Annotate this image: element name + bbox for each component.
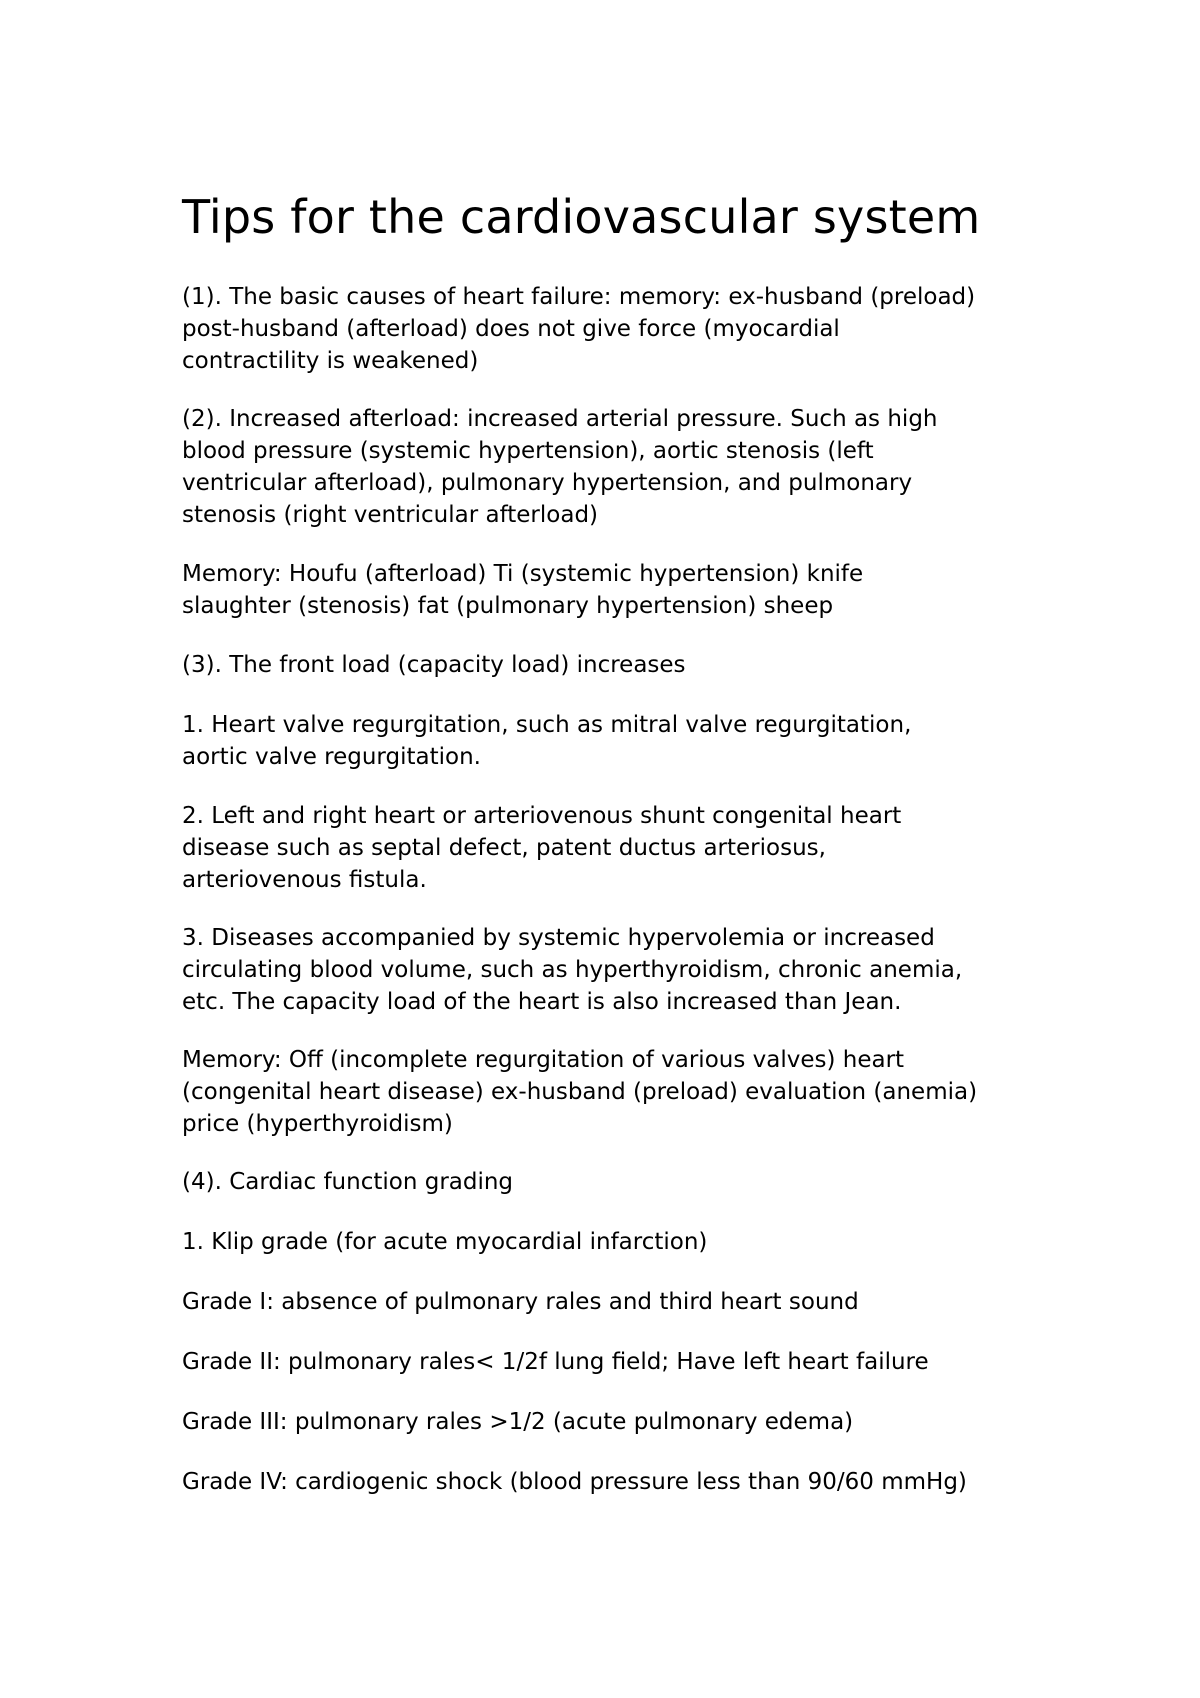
paragraph-klip-grade [182, 1226, 1062, 1258]
text-line: price (hyperthyroidism) [182, 1111, 453, 1137]
text-line: (4). Cardiac function grading [182, 1169, 514, 1195]
text-line: disease such as septal defect, patent ductus arteriosus, [182, 835, 826, 861]
text-line: Grade I: absence of pulmonary rales and third heart sound [182, 1289, 859, 1315]
text-line: contractility is weakened) [182, 348, 479, 374]
text-line: aortic valve regurgitation. [182, 744, 481, 770]
paragraph-heart-failure-causes [182, 281, 1062, 377]
text-line: etc. The capacity load of the heart is also increased than Jean. [182, 989, 902, 1015]
text-line: blood pressure (systemic hypertension), aortic stenosis (left [182, 438, 874, 464]
paragraph-grade-iv [182, 1466, 1062, 1498]
text-line: (congenital heart disease) ex-husband (preload) evaluation (anemia) [182, 1079, 978, 1105]
text-line: Grade IV: cardiogenic shock (blood pressure less than 90/60 mmHg) [182, 1469, 967, 1495]
text-line: Memory: Off (incomplete regurgitation of various valves) heart [182, 1047, 905, 1073]
text-line: 1. Heart valve regurgitation, such as mitral valve regurgitation, [182, 712, 912, 738]
paragraph-grade-ii [182, 1346, 1062, 1378]
paragraph-shunt-disease [182, 800, 1062, 896]
text-line: stenosis (right ventricular afterload) [182, 502, 599, 528]
paragraph-hypervolemia [182, 922, 1062, 1018]
paragraph-grade-i [182, 1286, 1062, 1318]
paragraph-grade-iii [182, 1406, 1062, 1438]
text-line: 3. Diseases accompanied by systemic hypervolemia or increased [182, 925, 935, 951]
text-line: circulating blood volume, such as hyperthyroidism, chronic anemia, [182, 957, 963, 983]
text-line: arteriovenous fistula. [182, 867, 427, 893]
text-line: 1. Klip grade (for acute myocardial infarction) [182, 1229, 708, 1255]
paragraph-cardiac-grading-heading [182, 1166, 1062, 1198]
text-line: slaughter (stenosis) fat (pulmonary hypertension) sheep [182, 593, 834, 619]
text-line: (3). The front load (capacity load) increases [182, 652, 686, 678]
paragraph-valve-regurgitation [182, 709, 1062, 773]
paragraph-afterload-memory [182, 558, 1062, 622]
paragraph-front-load-heading [182, 649, 1062, 681]
text-line: Grade II: pulmonary rales< 1/2f lung field; Have left heart failure [182, 1349, 929, 1375]
text-line: Grade III: pulmonary rales >1/2 (acute pulmonary edema) [182, 1409, 854, 1435]
document-title: Tips for the cardiovascular system [182, 190, 981, 244]
paragraph-increased-afterload [182, 403, 1062, 531]
text-line: Memory: Houfu (afterload) Ti (systemic hypertension) knife [182, 561, 864, 587]
text-line: post-husband (afterload) does not give force (myocardial [182, 316, 840, 342]
text-line: (1). The basic causes of heart failure: memory: ex-husband (preload) [182, 284, 976, 310]
paragraph-preload-memory [182, 1044, 1062, 1140]
text-line: (2). Increased afterload: increased arterial pressure. Such as high [182, 406, 938, 432]
text-line: ventricular afterload), pulmonary hypertension, and pulmonary [182, 470, 913, 496]
text-line: 2. Left and right heart or arteriovenous shunt congenital heart [182, 803, 902, 829]
